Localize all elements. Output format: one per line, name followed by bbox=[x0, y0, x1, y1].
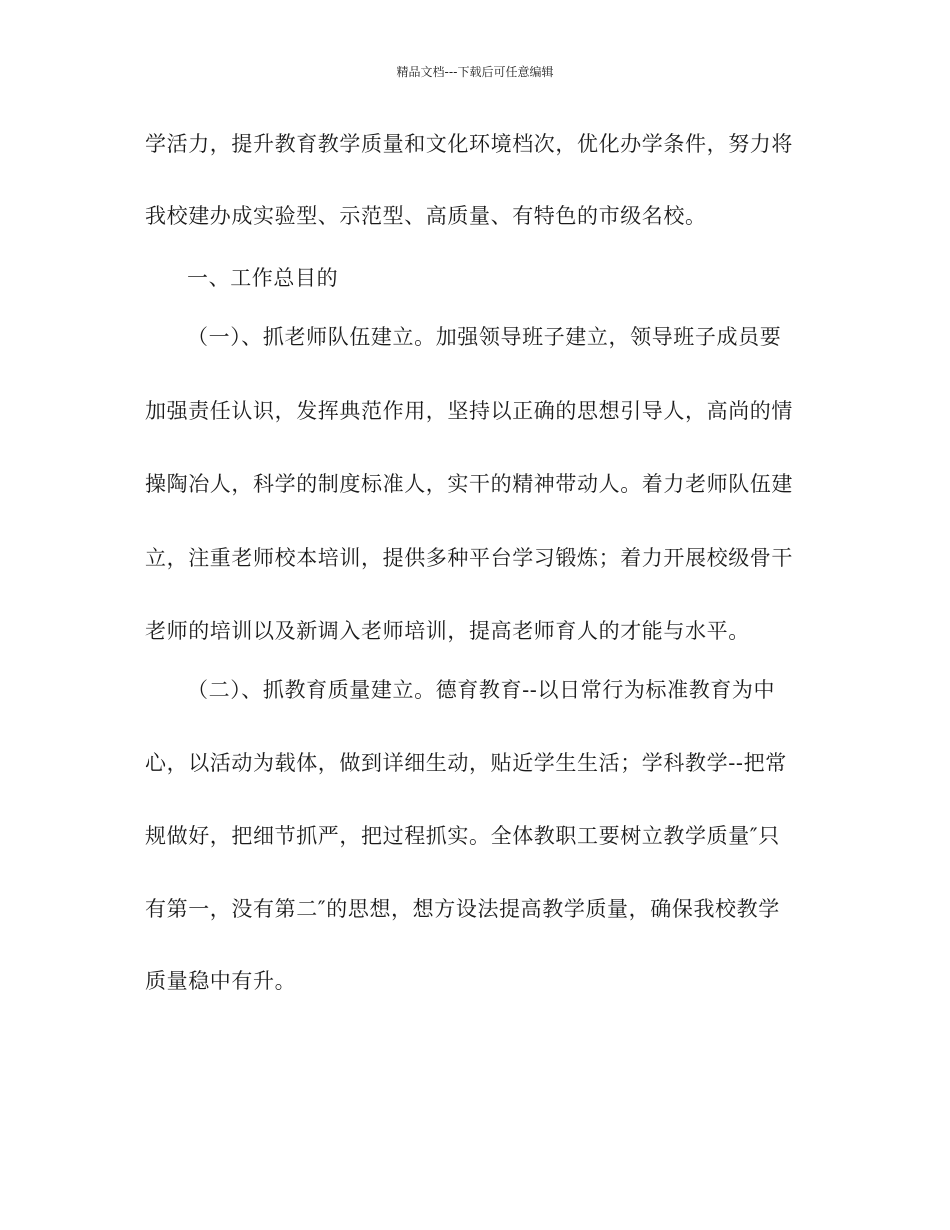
page-header: 精品文档---下载后可任意编辑 bbox=[396, 65, 554, 79]
body-line-10: 心，以活动为载体，做到详细生动，贴近学生生活；学科教学--把常 bbox=[145, 751, 787, 775]
body-line-7: 立，注重老师校本培训，提供多种平台学习锻炼；着力开展校级骨干 bbox=[145, 546, 793, 570]
body-line-5: 加强责任认识，发挥典范作用，坚持以正确的思想引导人，高尚的情 bbox=[145, 399, 793, 423]
body-line-1: 学活力，提升教育教学质量和文化环境档次，优化办学条件，努力将 bbox=[145, 132, 793, 156]
body-line-8: 老师的培训以及新调入老师培训，提高老师育人的才能与水平。 bbox=[145, 619, 750, 643]
body-line-2: 我校建办成实验型、示范型、高质量、有特色的市级名校。 bbox=[145, 204, 707, 228]
body-line-12: 有第一，没有第二″的思想，想方设法提高教学质量，确保我校教学 bbox=[145, 897, 780, 921]
body-line-13: 质量稳中有升。 bbox=[145, 969, 297, 993]
body-line-4: （一）、抓老师队伍建立。加强领导班子建立，领导班子成员要 bbox=[187, 325, 782, 349]
body-line-9: （二）、抓教育质量建立。德育教育--以日常行为标准教育为中 bbox=[187, 678, 776, 702]
body-line-11: 规做好，把细节抓严，把过程抓实。全体教职工要树立教学质量″只 bbox=[145, 824, 780, 848]
section-heading: 一、工作总目的 bbox=[187, 266, 339, 290]
body-line-6: 操陶冶人，科学的制度标准人，实干的精神带动人。着力老师队伍建 bbox=[145, 472, 793, 496]
